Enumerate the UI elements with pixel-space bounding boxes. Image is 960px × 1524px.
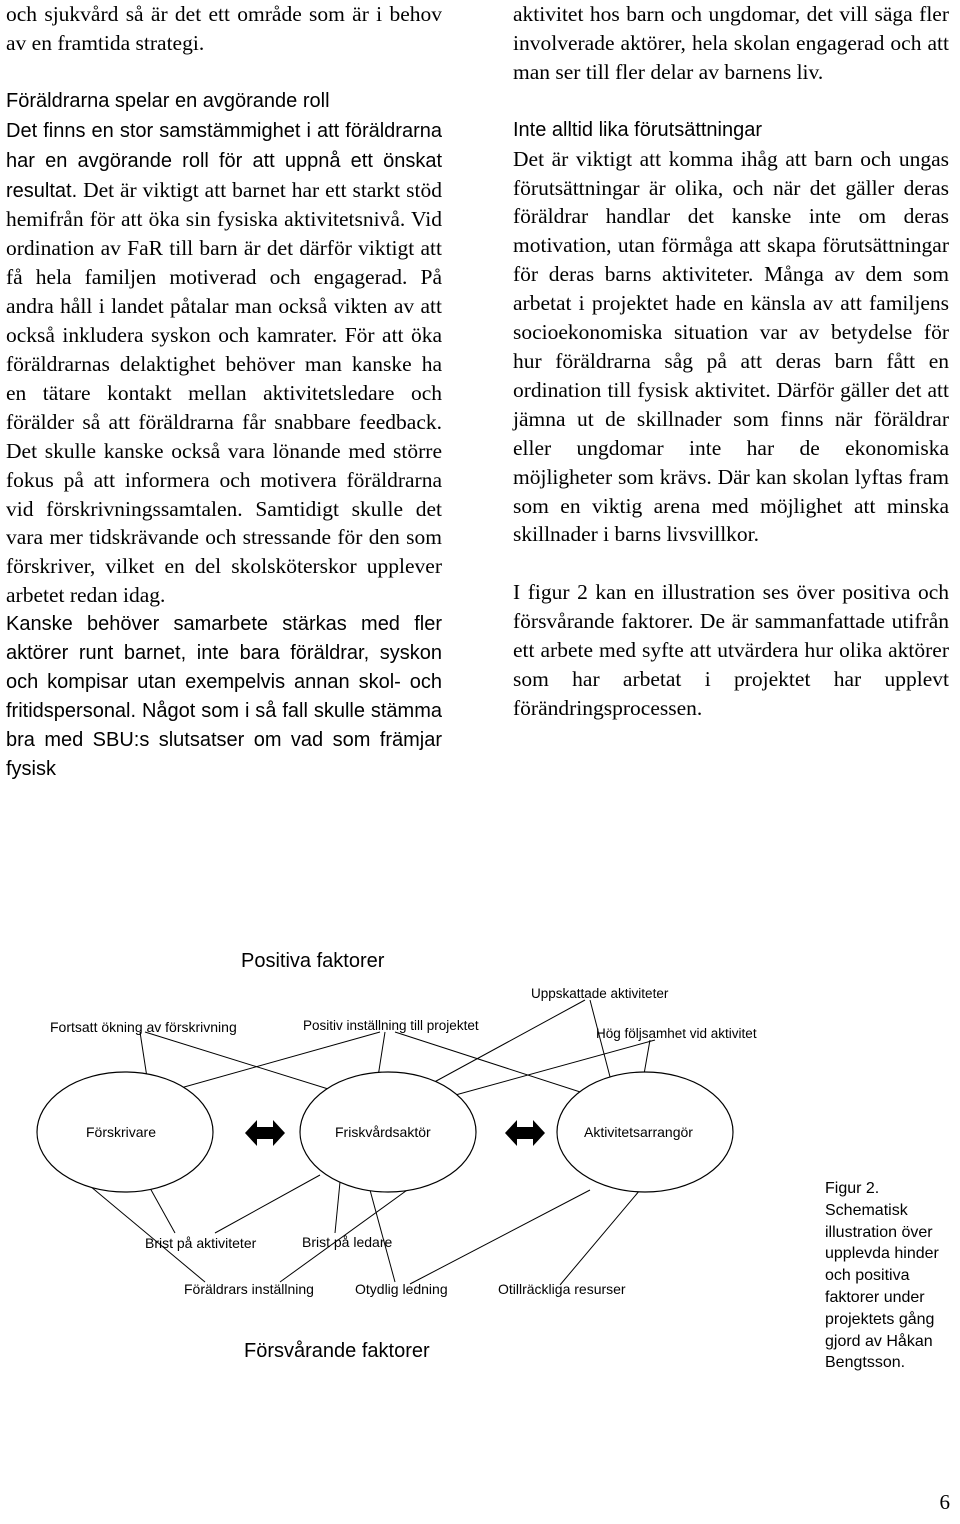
figure-caption: Figur 2. Schematisk illustration över upplevda hinder och positiva faktorer under projektets gång gjord av Håkan Bengtsson. bbox=[825, 1180, 939, 1372]
negative-factor-label: Otydlig ledning bbox=[355, 1281, 448, 1297]
right-column bbox=[513, 0, 949, 723]
negative-factor-label: Otillräckliga resurser bbox=[498, 1281, 626, 1297]
negative-factor-label: Föräldrars inställning bbox=[184, 1281, 314, 1297]
factors-diagram bbox=[0, 930, 960, 1400]
negative-factor-label: Brist på aktiviteter bbox=[145, 1235, 257, 1251]
left-paragraph-1: och sjukvård så är det ett område som är i behov av en framtida strategi. bbox=[6, 2, 442, 55]
positive-factor-label: Uppskattade aktiviteter bbox=[531, 986, 669, 1001]
left-paragraph-3: Kanske behöver samarbete stärkas med fler aktörer runt barnet, inte bara föräldrar, syskon och kompisar utan exempelvis annan skol- och fritidspersonal. Något som i så fall skulle stämma bra med SBU:s slutsatser om vad som främjar fysisk bbox=[6, 613, 442, 780]
positive-factor-label: Fortsatt ökning av förskrivning bbox=[50, 1019, 237, 1035]
actor-label: Aktivitetsarrangör bbox=[584, 1124, 693, 1140]
double-arrow-icon bbox=[245, 1120, 285, 1146]
heading-forutsattningar: Inte alltid lika förutsättningar bbox=[513, 118, 763, 141]
left-paragraph-2-lead: Det finns en stor samstämmighet i att föräldrarna har en avgörande roll för att uppnå ett önskat resultat. bbox=[6, 119, 442, 202]
diagram-graphics bbox=[0, 930, 960, 1400]
positive-factor-label: Positiv inställning till projektet bbox=[303, 1018, 479, 1033]
negative-factors-heading: Försvårande faktorer bbox=[244, 1340, 430, 1362]
right-paragraph-3: I figur 2 kan en illustration ses över positiva och försvårande faktorer. De är sammanfattade utifrån ett arbete med syfte att utvärdera hur olika aktörer som har arbetat i projektet har upplevt förändringsprocessen. bbox=[513, 580, 949, 720]
right-paragraph-1: aktivitet hos barn och ungdomar, det vill säga fler involverade aktörer, hela skolan engagerad och att man ser till fler delar av barnens liv. bbox=[513, 2, 949, 84]
left-paragraph-2 bbox=[6, 116, 442, 610]
connector-line bbox=[150, 1188, 175, 1233]
right-paragraph-2: Det är viktigt att komma ihåg att barn och ungas förutsättningar är olika, och när det gäller deras föräldrar handlar det kanske inte om deras motivation, utan förmåga att skapa förutsättningar för deras barns aktiviteter. Många av dem som arbetat i projektet hade en känsla av att familjens socioekonomiska situation var av betydelse för hur föräldrarna såg på att deras barn fått en ordination till fysisk aktivitet. Därför gäller det att jämna ut de skillnader som finns när föräldrar eller ungdomar inte har de ekonomiska möjligheter som krävs. Där kan skolan lyftas fram som en viktig arena med möjlighet att minska skillnader i barns livsvillkor. bbox=[513, 146, 949, 547]
positive-factors-heading: Positiva faktorer bbox=[241, 950, 385, 972]
left-paragraph-2-body: Det är viktigt att barnet har ett starkt stöd hemifrån för att öka sin fysiska aktivitetsnivå. Vid ordination av FaR till barn är det därför viktigt att få hela familjen motiverad och engagerad. På andra håll i landet påtalar man också vikten av att också inkludera syskon och kamrater. För att öka föräldrarnas delaktighet behöver man kanske ha en tätare kontakt mellan aktivitetsledare och förälder så att föräldrarna får snabbare feedback. Det skulle kanske också vara lönande med större fokus på att informera och motivera föräldrarna vid förskrivningssamtalen. Samtidigt skulle det vara mer tidskrävande och stressande för den som förskriver, vilket en del skolsköterskor upplever arbetet redan idag. bbox=[6, 177, 442, 608]
page-number: 6 bbox=[939, 1490, 950, 1514]
actor-label: Förskrivare bbox=[86, 1124, 157, 1140]
left-column bbox=[6, 0, 442, 784]
connector-line bbox=[560, 1190, 640, 1285]
positive-factor-label: Hög följsamhet vid aktivitet bbox=[596, 1026, 757, 1041]
connector-line bbox=[90, 1186, 205, 1282]
connector-line bbox=[335, 1182, 340, 1233]
heading-foraldrarna: Föräldrarna spelar en avgörande roll bbox=[6, 89, 330, 112]
connector-line bbox=[410, 1190, 590, 1284]
connector-line bbox=[215, 1175, 320, 1233]
double-arrow-icon bbox=[505, 1120, 545, 1146]
actor-label: Friskvårdsaktör bbox=[335, 1124, 431, 1140]
negative-factor-label: Brist på ledare bbox=[302, 1234, 393, 1250]
